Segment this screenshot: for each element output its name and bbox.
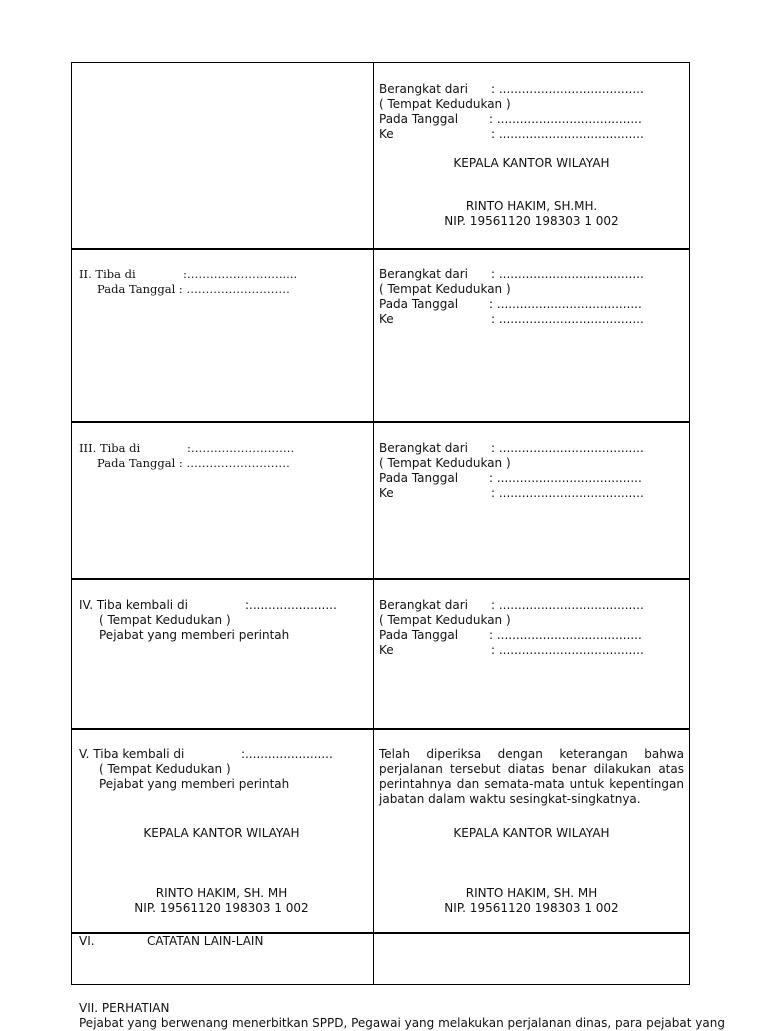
arrival-date-label: Pada Tanggal <box>97 282 176 296</box>
departure-block-2 <box>379 267 684 327</box>
notes-header <box>79 934 364 949</box>
destination-value: : ...................................... <box>491 486 644 500</box>
signer-title: KEPALA KANTOR WILAYAH <box>143 826 300 840</box>
arrival-date-value: : ……………………… <box>178 282 290 296</box>
domicile-label: ( Tempat Kedudukan ) <box>379 97 511 111</box>
date-label: Pada Tanggal <box>379 471 459 485</box>
destination-value: : ...................................... <box>491 643 644 657</box>
destination-label: Ke <box>379 643 394 657</box>
departure-block-1 <box>379 82 684 229</box>
notes-title: CATATAN LAIN-LAIN <box>147 934 264 948</box>
arrival-block-2 <box>79 267 364 297</box>
date-value: : ...................................... <box>489 471 642 485</box>
return-label: V. Tiba kembali di <box>79 747 185 761</box>
departure-from-value: : ...................................... <box>491 441 644 455</box>
return-label: IV. Tiba kembali di <box>79 598 188 612</box>
attention-body: Pejabat yang berwenang menerbitkan SPPD, Pegawai yang melakukan perjalanan dinas, para pejabat yang <box>79 1016 725 1030</box>
date-value: : ...................................... <box>489 628 642 642</box>
date-value: : ...................................... <box>489 297 642 311</box>
signer-name: RINTO HAKIM, SH. MH <box>155 886 288 900</box>
domicile-label: ( Tempat Kedudukan ) <box>379 456 511 470</box>
destination-label: Ke <box>379 127 394 141</box>
domicile-label: ( Tempat Kedudukan ) <box>379 613 511 627</box>
domicile-label: ( Tempat Kedudukan ) <box>379 282 511 296</box>
officer-label: Pejabat yang memberi perintah <box>99 628 290 642</box>
departure-from-label: Berangkat dari <box>379 82 468 96</box>
return-block-5 <box>79 747 364 916</box>
departure-block-3 <box>379 441 684 501</box>
row-divider <box>72 728 689 730</box>
departure-from-value: : ...................................... <box>491 82 644 96</box>
arrival-value: :……………………… <box>187 441 295 455</box>
departure-from-label: Berangkat dari <box>379 598 468 612</box>
destination-value: : ...................................... <box>491 312 644 326</box>
column-divider <box>373 63 374 984</box>
date-value: : ...................................... <box>489 112 642 126</box>
arrival-date-value: : ……………………… <box>178 456 290 470</box>
date-label: Pada Tanggal <box>379 112 459 126</box>
signer-nip: NIP. 19561120 198303 1 002 <box>134 901 309 915</box>
domicile-label: ( Tempat Kedudukan ) <box>99 762 231 776</box>
notes-number: VI. <box>79 934 95 948</box>
departure-from-value: : ...................................... <box>491 267 644 281</box>
row-divider <box>72 248 689 250</box>
date-label: Pada Tanggal <box>379 297 459 311</box>
destination-label: Ke <box>379 312 394 326</box>
row-divider <box>72 421 689 423</box>
destination-value: : ...................................... <box>491 127 644 141</box>
destination-label: Ke <box>379 486 394 500</box>
arrival-label: III. Tiba di <box>79 441 141 455</box>
return-value: :....................... <box>241 747 333 761</box>
departure-from-label: Berangkat dari <box>379 267 468 281</box>
row-divider <box>72 578 689 580</box>
travel-order-form <box>71 62 690 985</box>
signer-nip: NIP. 19561120 198303 1 002 <box>444 214 619 228</box>
domicile-label: ( Tempat Kedudukan ) <box>99 613 231 627</box>
verification-statement: Telah diperiksa dengan keterangan bahwa perjalanan tersebut diatas benar dilakukan atas perintahnya dan semata-mata untuk kepentingan jabatan dalam waktu sesingkat-singkatnya. <box>379 747 684 806</box>
departure-from-value: : ...................................... <box>491 598 644 612</box>
attention-section <box>79 1001 739 1031</box>
return-value: :....................... <box>245 598 337 612</box>
signer-name: RINTO HAKIM, SH. MH <box>465 886 598 900</box>
verification-block <box>379 747 684 916</box>
departure-block-4 <box>379 598 684 658</box>
signer-nip: NIP. 19561120 198303 1 002 <box>444 901 619 915</box>
arrival-label: II. Tiba di <box>79 267 136 281</box>
signer-name: RINTO HAKIM, SH.MH. <box>465 199 598 213</box>
signer-title: KEPALA KANTOR WILAYAH <box>453 156 610 170</box>
arrival-value: :……………………..... <box>183 267 298 281</box>
arrival-date-label: Pada Tanggal <box>97 456 176 470</box>
officer-label: Pejabat yang memberi perintah <box>99 777 290 791</box>
arrival-block-3 <box>79 441 364 471</box>
return-block-4 <box>79 598 364 643</box>
signer-title: KEPALA KANTOR WILAYAH <box>453 826 610 840</box>
departure-from-label: Berangkat dari <box>379 441 468 455</box>
date-label: Pada Tanggal <box>379 628 459 642</box>
attention-title: VII. PERHATIAN <box>79 1001 170 1015</box>
